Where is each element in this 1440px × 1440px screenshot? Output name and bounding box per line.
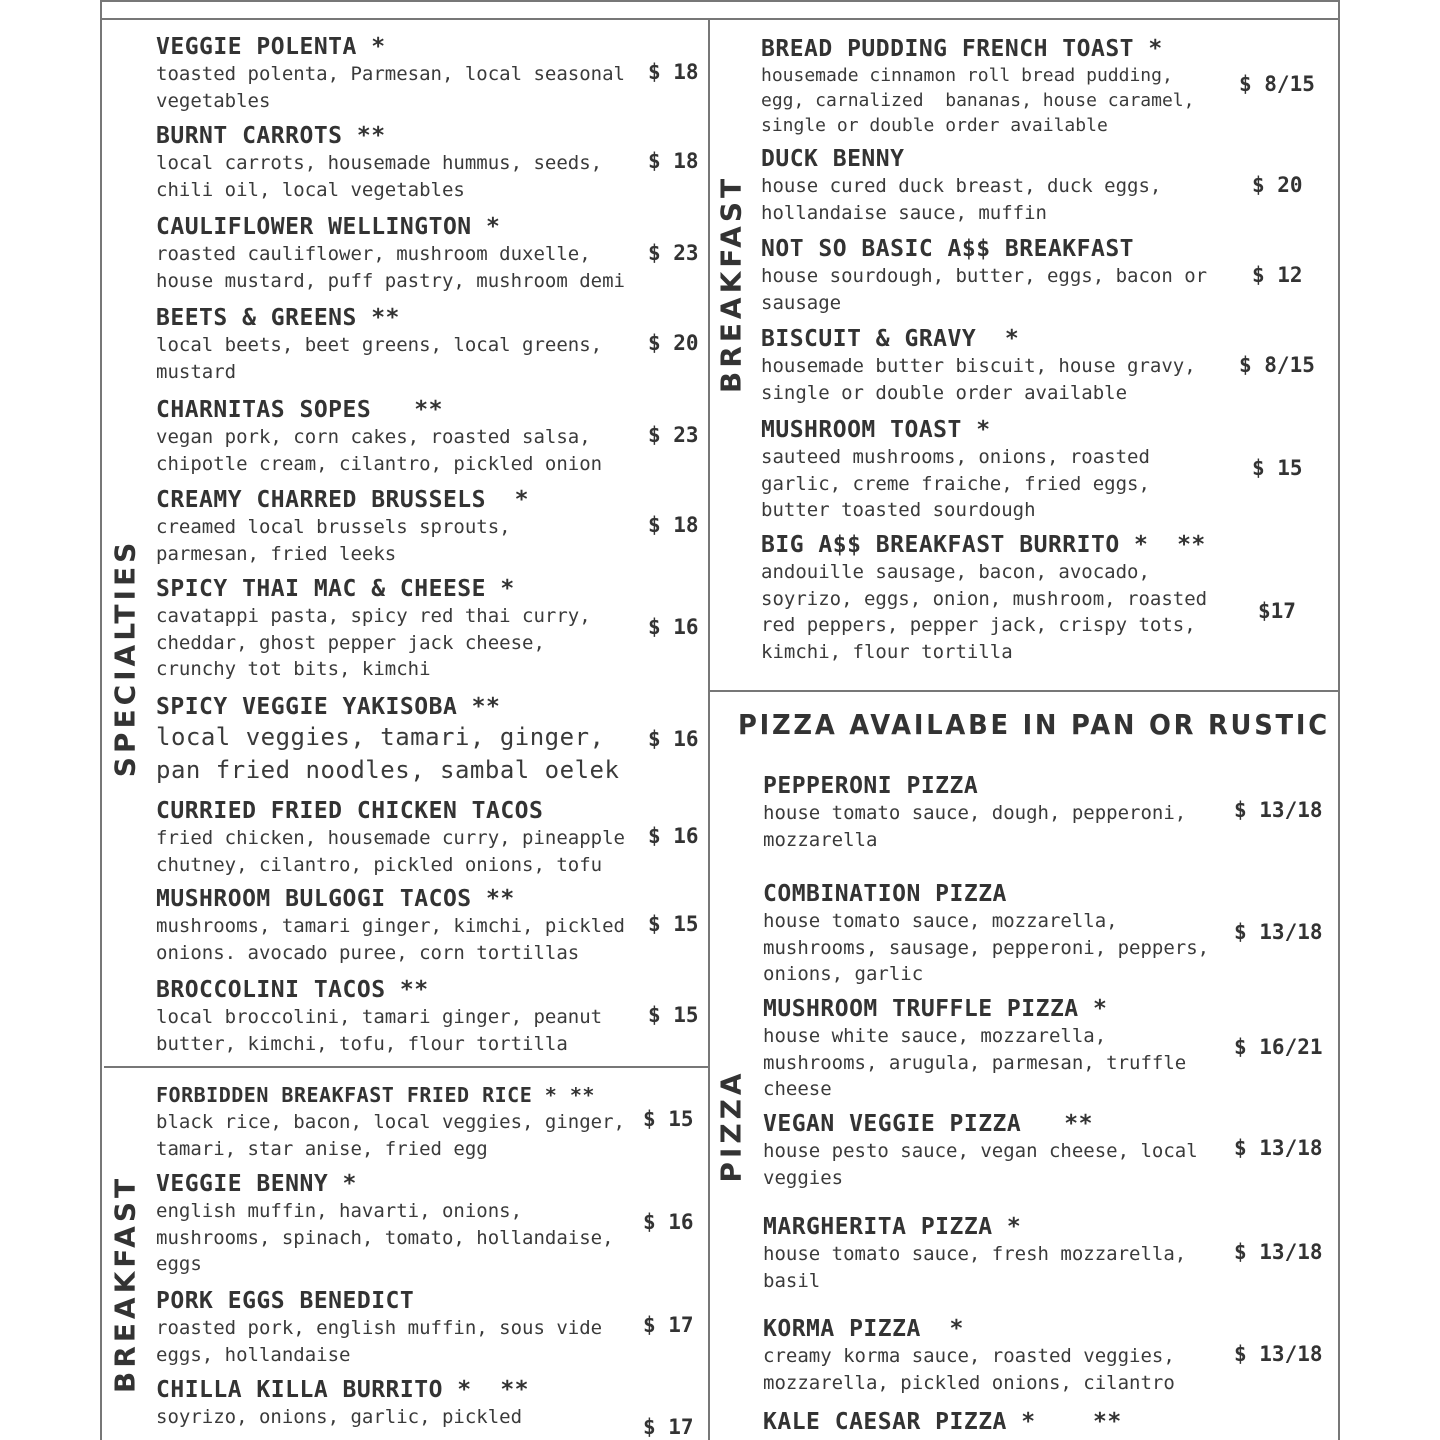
item-price: $ 13/18: [1234, 920, 1323, 944]
menu-item-vegan-veggie-pizza: [763, 1110, 1198, 1191]
item-description: house sourdough, butter, eggs, bacon or sausage: [761, 265, 1208, 314]
item-name: SPICY VEGGIE YAKISOBA **: [156, 694, 501, 720]
pizza-header: PIZZA AVAILABE IN PAN OR RUSTIC: [738, 708, 1330, 741]
item-description: local carrots, housemade hummus, seeds, chili oil, local vegetables: [156, 152, 603, 201]
item-description: house tomato sauce, fresh mozzarella, basil: [763, 1243, 1187, 1292]
item-name: PEPPERONI PIZZA: [763, 773, 979, 799]
menu-item-charnitas-sopes: [156, 396, 602, 477]
section-label-pizza: PIZZA: [714, 1069, 748, 1183]
item-price: $ 16: [648, 727, 699, 751]
item-description: cavatappi pasta, spicy red thai curry, cheddar, ghost pepper jack cheese, crunchy tot bits, kimchi: [156, 605, 591, 680]
section-label-breakfast-left: BREAKFAST: [108, 1174, 142, 1394]
frame-column-divider: [708, 18, 710, 1440]
item-name: BREAD PUDDING FRENCH TOAST *: [761, 36, 1163, 62]
item-description: black rice, bacon, local veggies, ginger, tamari, star anise, fried egg: [156, 1111, 625, 1160]
menu-item-pork-eggs-benedict: [156, 1287, 602, 1368]
item-name: SPICY THAI MAC & CHEESE *: [156, 576, 515, 602]
menu-item-veggie-polenta: [156, 33, 625, 114]
menu-item-chilla-killa-burrito: [156, 1376, 529, 1431]
item-name: MUSHROOM TRUFFLE PIZZA *: [763, 996, 1108, 1022]
item-name: BROCCOLINI TACOS **: [156, 977, 429, 1003]
item-name: VEGGIE BENNY *: [156, 1171, 357, 1197]
item-name: CHILLA KILLA BURRITO * **: [156, 1377, 530, 1403]
menu-item-burnt-carrots: [156, 122, 602, 203]
item-price: $ 23: [648, 241, 699, 265]
item-price: $ 20: [648, 331, 699, 355]
menu-item-combination-pizza: [763, 880, 1209, 988]
item-name: MUSHROOM TOAST *: [761, 417, 991, 443]
item-name: NOT SO BASIC A$$ BREAKFAST: [761, 236, 1135, 262]
item-name: BIG A$$ BREAKFAST BURRITO * **: [761, 532, 1206, 558]
item-description: vegan pork, corn cakes, roasted salsa, chipotle cream, cilantro, pickled onion: [156, 426, 603, 475]
item-price: $ 20: [1252, 173, 1303, 197]
item-description: housemade cinnamon roll bread pudding, egg, carnalized bananas, house caramel, single or double order available: [761, 65, 1195, 136]
item-price: $ 12: [1252, 263, 1303, 287]
item-description: house tomato sauce, mozzarella, mushrooms, sausage, pepperoni, peppers, onions, garlic: [763, 910, 1210, 985]
menu-item-broccolini-tacos: [156, 976, 602, 1057]
menu-item-big-breakfast-burrito: [761, 531, 1207, 665]
item-price: $ 15: [648, 912, 699, 936]
item-price: $ 16: [643, 1210, 694, 1234]
item-price: $ 13/18: [1234, 1342, 1323, 1366]
frame-right-border: [1338, 0, 1340, 1440]
item-name: BEETS & GREENS **: [156, 305, 400, 331]
menu-item-spicy-thai-mac: [156, 575, 591, 683]
menu-item-margherita-pizza: [763, 1213, 1186, 1294]
item-price: $ 15: [648, 1003, 699, 1027]
menu-item-biscuit-gravy: [761, 325, 1196, 406]
menu-item-spicy-veggie-yakisoba: [156, 693, 619, 787]
item-price: $ 17: [643, 1313, 694, 1337]
menu-item-beets-greens: [156, 304, 602, 385]
item-name: CAULIFLOWER WELLINGTON *: [156, 214, 501, 240]
frame-header-rule: [100, 18, 1340, 20]
item-name: MARGHERITA PIZZA *: [763, 1214, 1022, 1240]
item-description: roasted cauliflower, mushroom duxelle, house mustard, puff pastry, mushroom demi: [156, 243, 625, 292]
item-price: $ 13/18: [1234, 1136, 1323, 1160]
item-name: VEGGIE POLENTA *: [156, 34, 386, 60]
item-price: $ 18: [648, 60, 699, 84]
item-name: COMBINATION PIZZA: [763, 881, 1007, 907]
section-label-breakfast-right: BREAKFAST: [714, 174, 748, 394]
item-description: english muffin, havarti, onions, mushrooms, spinach, tomato, hollandaise, eggs: [156, 1200, 614, 1275]
item-price: $ 23: [648, 423, 699, 447]
section-label-specialties: SPECIALTIES: [108, 538, 142, 778]
menu-item-mushroom-truffle-pizza: [763, 995, 1186, 1103]
item-price: $ 17: [643, 1415, 694, 1439]
item-price: $ 16: [648, 615, 699, 639]
item-price: $17: [1258, 599, 1296, 623]
menu-item-korma-pizza: [763, 1315, 1175, 1396]
item-description: toasted polenta, Parmesan, local seasonal vegetables: [156, 63, 625, 112]
frame-left-border: [100, 0, 102, 1440]
menu-item-creamy-charred-brussels: [156, 486, 529, 567]
item-name: CREAMY CHARRED BRUSSELS *: [156, 487, 530, 513]
item-description: house white sauce, mozzarella, mushrooms, arugula, parmesan, truffle cheese: [763, 1025, 1187, 1100]
item-description: andouille sausage, bacon, avocado, soyrizo, eggs, onion, mushroom, roasted red peppers, pepper jack, crispy tots, kimchi, flour tortilla: [761, 561, 1208, 663]
item-name: VEGAN VEGGIE PIZZA **: [763, 1111, 1093, 1137]
item-name: BURNT CARROTS **: [156, 123, 386, 149]
menu-item-cauliflower-wellington: [156, 213, 625, 294]
item-price: $ 18: [648, 513, 699, 537]
item-price: $ 18: [648, 149, 699, 173]
item-name: CURRIED FRIED CHICKEN TACOS: [156, 798, 544, 824]
frame-top-rule: [100, 0, 1340, 2]
item-description: local beets, beet greens, local greens, mustard: [156, 334, 603, 383]
menu-item-kale-caesar-pizza: [763, 1408, 1122, 1436]
item-description: mushrooms, tamari ginger, kimchi, pickled onions. avocado puree, corn tortillas: [156, 915, 625, 964]
item-name: PORK EGGS BENEDICT: [156, 1288, 415, 1314]
item-price: $ 16/21: [1234, 1035, 1323, 1059]
item-description: soyrizo, onions, garlic, pickled: [156, 1406, 523, 1428]
menu-item-veggie-benny: [156, 1170, 614, 1278]
item-price: $ 13/18: [1234, 798, 1323, 822]
item-description: house pesto sauce, vegan cheese, local veggies: [763, 1140, 1198, 1189]
item-price: $ 13/18: [1234, 1240, 1323, 1264]
item-name: BISCUIT & GRAVY *: [761, 326, 1020, 352]
menu-item-not-so-basic-breakfast: [761, 235, 1207, 316]
menu-item-curried-fried-chicken-tacos: [156, 797, 625, 878]
item-name: FORBIDDEN BREAKFAST FRIED RICE * **: [156, 1083, 595, 1107]
menu-item-bread-pudding-french-toast: [761, 35, 1194, 138]
item-name: DUCK BENNY: [761, 146, 905, 172]
item-description: local broccolini, tamari ginger, peanut butter, kimchi, tofu, flour tortilla: [156, 1006, 603, 1055]
left-section-divider: [104, 1066, 709, 1068]
item-name: CHARNITAS SOPES **: [156, 397, 443, 423]
item-description: house tomato sauce, dough, pepperoni, mozzarella: [763, 802, 1187, 851]
item-description: creamy korma sauce, roasted veggies, mozzarella, pickled onions, cilantro: [763, 1345, 1175, 1394]
menu-item-forbidden-breakfast-fried-rice: [156, 1081, 625, 1162]
item-price: $ 15: [643, 1107, 694, 1131]
right-section-divider: [710, 690, 1340, 692]
item-price: $ 8/15: [1239, 353, 1315, 377]
item-name: KORMA PIZZA *: [763, 1316, 964, 1342]
item-price: $ 16: [648, 824, 699, 848]
item-description: house cured duck breast, duck eggs, hollandaise sauce, muffin: [761, 175, 1162, 224]
item-price: $ 15: [1252, 456, 1303, 480]
menu-item-pepperoni-pizza: [763, 772, 1186, 853]
item-price: $ 8/15: [1239, 72, 1315, 96]
item-description: housemade butter biscuit, house gravy, single or double order available: [761, 355, 1196, 404]
item-description: fried chicken, housemade curry, pineapple chutney, cilantro, pickled onions, tofu: [156, 827, 625, 876]
item-description: local veggies, tamari, ginger, pan fried noodles, sambal oelek: [156, 723, 620, 784]
item-description: sauteed mushrooms, onions, roasted garlic, creme fraiche, fried eggs, butter toasted sourdough: [761, 446, 1150, 521]
item-name: MUSHROOM BULGOGI TACOS **: [156, 886, 515, 912]
item-description: roasted pork, english muffin, sous vide eggs, hollandaise: [156, 1317, 603, 1366]
menu-item-duck-benny: [761, 145, 1161, 226]
item-description: creamed local brussels sprouts, parmesan, fried leeks: [156, 516, 511, 565]
menu-item-mushroom-toast: [761, 416, 1150, 524]
item-name: KALE CAESAR PIZZA * **: [763, 1409, 1122, 1435]
menu-item-mushroom-bulgogi-tacos: [156, 885, 625, 966]
